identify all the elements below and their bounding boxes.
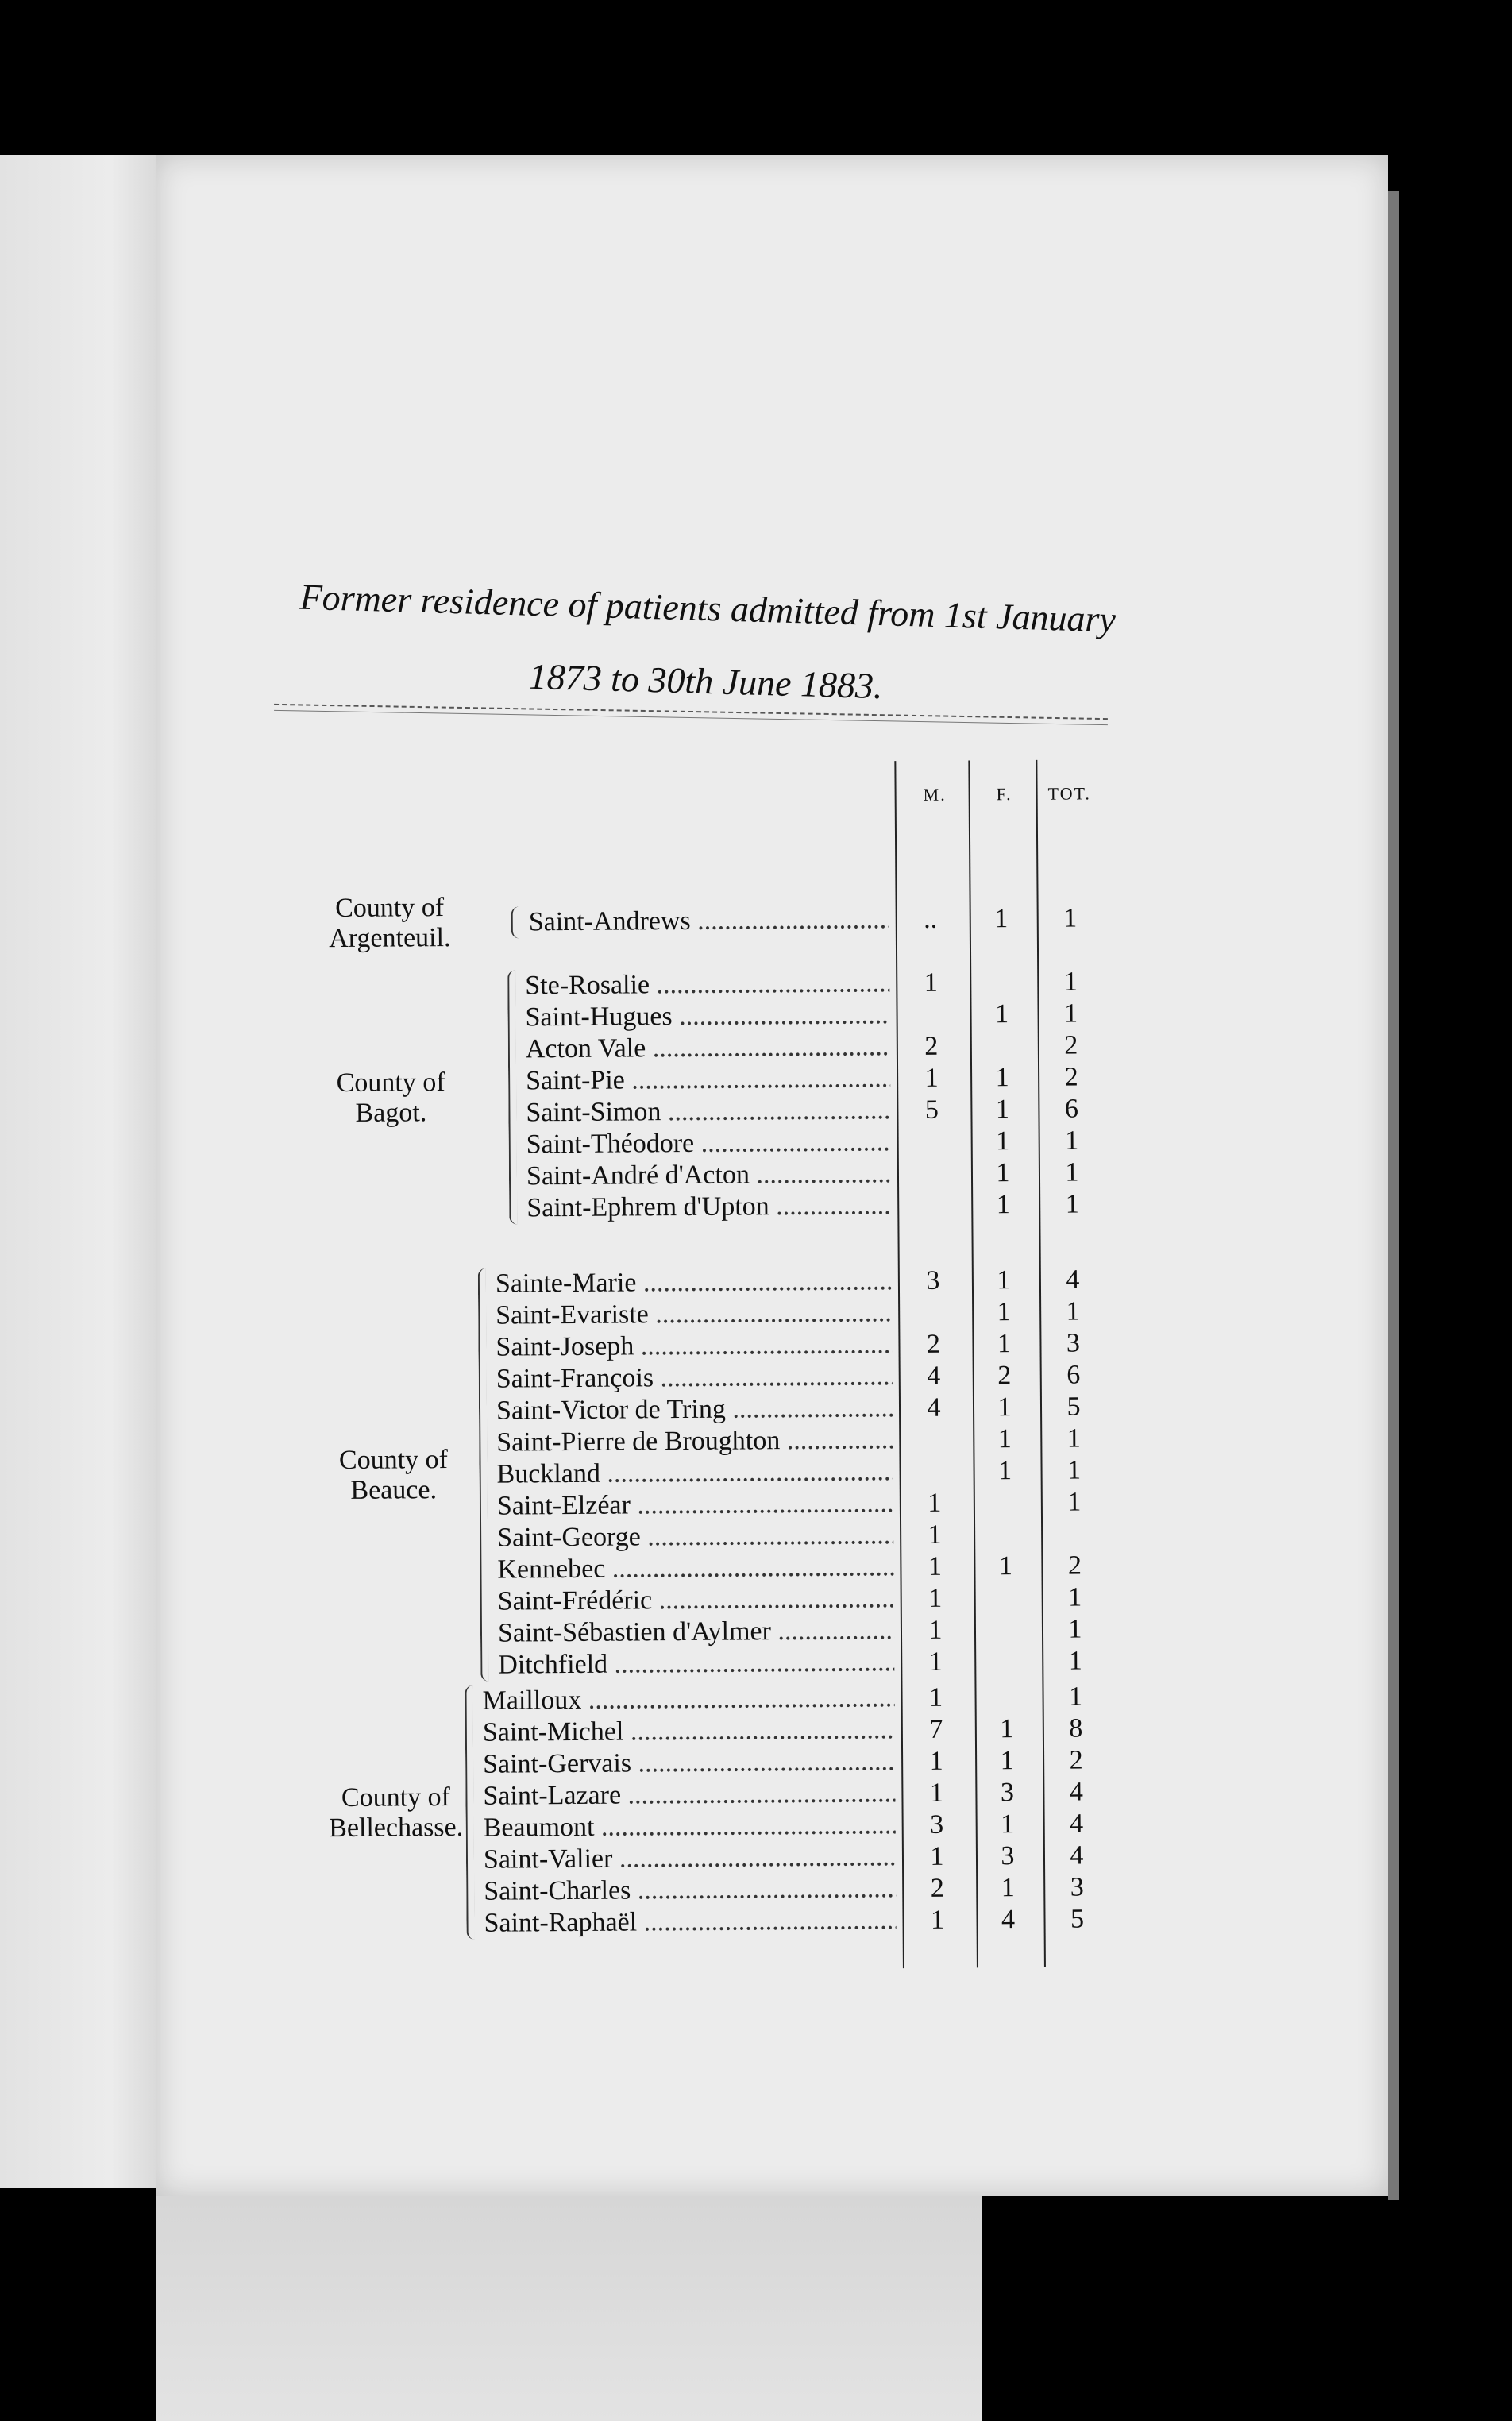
place-name: Saint-Frédéric ..... [498,1583,894,1617]
place-name: Saint-Pierre de Broughton ..... [496,1424,893,1458]
value-m: 1 [928,1519,942,1550]
table-row [526,1029,1097,1065]
value-m: 4 [927,1361,941,1391]
value-tot: 4 [1069,1777,1084,1807]
value-f: 4 [1001,1905,1016,1935]
table-row [483,1840,1084,1876]
place-name: Saint-Théodore ..... [526,1126,891,1160]
value-m: 1 [924,1063,939,1093]
place-name: Saint-Pie ..... [526,1063,890,1097]
value-f: 1 [994,999,1009,1029]
table-row [483,1809,1084,1844]
value-f: 1 [996,1126,1010,1156]
value-tot: 1 [1065,1189,1079,1219]
value-f: 1 [996,1158,1010,1188]
place-name: Acton Vale ..... [526,1031,890,1065]
place-name: Beaumont ..... [484,1809,896,1844]
value-tot: 3 [1066,1328,1081,1358]
place-name: Saint-Hugues ..... [525,999,889,1033]
table-row [496,1423,1081,1459]
table-row [529,902,1101,938]
place-name: Ditchfield ..... [498,1647,894,1681]
value-m: 1 [928,1682,943,1712]
value-tot: 5 [1070,1904,1085,1934]
value-tot: 4 [1070,1840,1084,1871]
table-row [496,1487,1082,1523]
value-f: 1 [997,1297,1011,1327]
value-m: 4 [927,1392,941,1423]
table-row [526,1188,1098,1224]
table-row [497,1614,1082,1650]
value-tot: 5 [1066,1392,1081,1422]
group-brace [478,1268,489,1682]
facing-page [0,155,159,2188]
value-f: 1 [997,1456,1012,1486]
value-m: .. [924,904,938,934]
value-f: 1 [1001,1873,1015,1903]
table-row [525,966,1097,1002]
value-tot: 4 [1070,1809,1084,1839]
value-f: 1 [997,1392,1012,1423]
table-row [497,1519,1069,1554]
value-tot: 2 [1064,1030,1078,1060]
value-tot: 1 [1066,1423,1081,1454]
place-name: Saint-Victor de Tring ..... [496,1392,893,1427]
value-tot: 2 [1067,1550,1082,1581]
value-f: 1 [1000,1746,1014,1776]
value-f: 2 [997,1361,1012,1391]
place-name: Ste-Rosalie ..... [525,967,889,1002]
table-row [496,1360,1081,1396]
value-tot: 6 [1064,1094,1079,1124]
value-f: 1 [997,1265,1011,1295]
place-name: Saint-Raphaël ..... [484,1905,896,1940]
table-row [495,1265,1080,1300]
place-name: Sainte-Marie ..... [496,1265,892,1299]
value-f: 1 [995,1063,1009,1093]
table-row [496,1392,1081,1427]
table-row [482,1713,1083,1749]
value-m: 1 [930,1841,944,1871]
value-m: 5 [924,1095,939,1125]
value-tot: 4 [1066,1265,1080,1295]
value-m: 1 [928,1615,943,1645]
page-bottom-strip [156,2196,982,2421]
header-m: M. [923,784,947,805]
group-brace [465,1685,474,1940]
value-m: 1 [929,1778,944,1808]
value-f: 1 [1001,1809,1015,1840]
value-f: 1 [1000,1714,1014,1744]
place-name: Saint-André d'Acton ..... [526,1158,891,1192]
place-name: Saint-Ephrem d'Upton ..... [526,1190,891,1224]
table-row [526,1093,1097,1129]
county-label: County of Argenteuil. [329,893,451,954]
group-brace [507,970,517,1224]
value-m: 2 [926,1329,941,1359]
place-name: Saint-Valier ..... [484,1841,896,1876]
table-row [526,1156,1098,1192]
place-name: Saint-Lazare ..... [483,1778,895,1813]
place-name: Saint-Evariste ..... [496,1297,892,1331]
table-row [525,998,1097,1033]
table-row [497,1582,1082,1618]
county-label: County of Beauce. [338,1445,449,1505]
value-tot: 1 [1066,1455,1082,1485]
group-brace [511,906,519,938]
value-m: 3 [930,1809,944,1840]
county-label: County of Bellechasse. [329,1782,464,1844]
page-title: Former residence of patients admitted from 1st January 1873 to 30th June 1883. [299,576,1117,707]
table-row [498,1646,1082,1682]
place-name: Saint-Andrews ..... [529,904,889,938]
value-tot: 1 [1066,1296,1080,1326]
page-edge [1388,191,1399,2200]
place-name: Saint-Elzéar ..... [497,1488,893,1522]
place-name: Kennebec ..... [497,1551,893,1585]
value-m: 3 [926,1265,940,1295]
value-m: 7 [929,1714,943,1744]
value-tot: 2 [1064,1062,1078,1092]
value-tot: 1 [1068,1682,1083,1712]
value-m: 1 [924,967,938,998]
value-tot: 1 [1068,1582,1082,1612]
value-f: 1 [995,1095,1010,1125]
value-tot: 1 [1063,967,1078,997]
value-m: 1 [928,1583,943,1613]
table-row [526,1061,1097,1097]
value-m: 2 [930,1873,944,1903]
value-f: 3 [1000,1778,1015,1808]
place-name: Saint-Gervais ..... [483,1746,895,1781]
value-tot: 6 [1066,1360,1081,1390]
value-tot: 1 [1067,1487,1082,1517]
place-name: Mailloux ..... [482,1682,894,1717]
place-name: Saint-Charles ..... [484,1873,896,1908]
table-row [497,1550,1082,1586]
place-name: Saint-Michel ..... [483,1714,895,1749]
residence-table [234,783,1132,2029]
table-row [484,1904,1085,1940]
value-tot: 1 [1063,998,1078,1029]
table-row [496,1455,1082,1491]
value-tot: 1 [1068,1614,1082,1644]
place-name: Saint-François ..... [496,1361,893,1395]
value-tot: 3 [1070,1872,1084,1902]
place-name: Saint-Joseph ..... [496,1329,892,1363]
value-m: 1 [928,1551,943,1581]
header-tot: TOT. [1047,783,1091,804]
value-m: 1 [928,1488,942,1518]
value-tot: 2 [1069,1745,1083,1775]
table-row [496,1328,1081,1364]
place-name: Saint-Sébastien d'Aylmer ..... [498,1615,894,1649]
value-f: 1 [994,904,1009,934]
value-tot: 1 [1065,1126,1079,1156]
value-m: 1 [929,1746,943,1776]
value-f: 3 [1001,1841,1015,1871]
place-name: Saint-George ..... [497,1519,893,1554]
table-row [484,1872,1084,1908]
value-tot: 1 [1063,903,1078,933]
table-row [526,1125,1098,1160]
table-row [483,1777,1084,1813]
table-row [496,1296,1080,1332]
value-m: 1 [930,1905,945,1935]
value-f: 1 [998,1551,1013,1581]
value-m: 2 [924,1031,939,1061]
header-f: F. [996,784,1012,805]
value-m: 1 [928,1647,943,1677]
table-row [482,1682,1083,1717]
place-name: Buckland ..... [496,1456,893,1490]
county-label: County of Bagot. [336,1068,446,1128]
value-tot: 1 [1065,1157,1079,1187]
value-tot: 1 [1068,1646,1082,1676]
value-f: 1 [996,1190,1010,1220]
table-row [483,1745,1083,1781]
value-f: 1 [997,1329,1012,1359]
value-tot: 8 [1069,1713,1083,1743]
value-f: 1 [997,1424,1012,1454]
place-name: Saint-Simon ..... [526,1095,890,1129]
